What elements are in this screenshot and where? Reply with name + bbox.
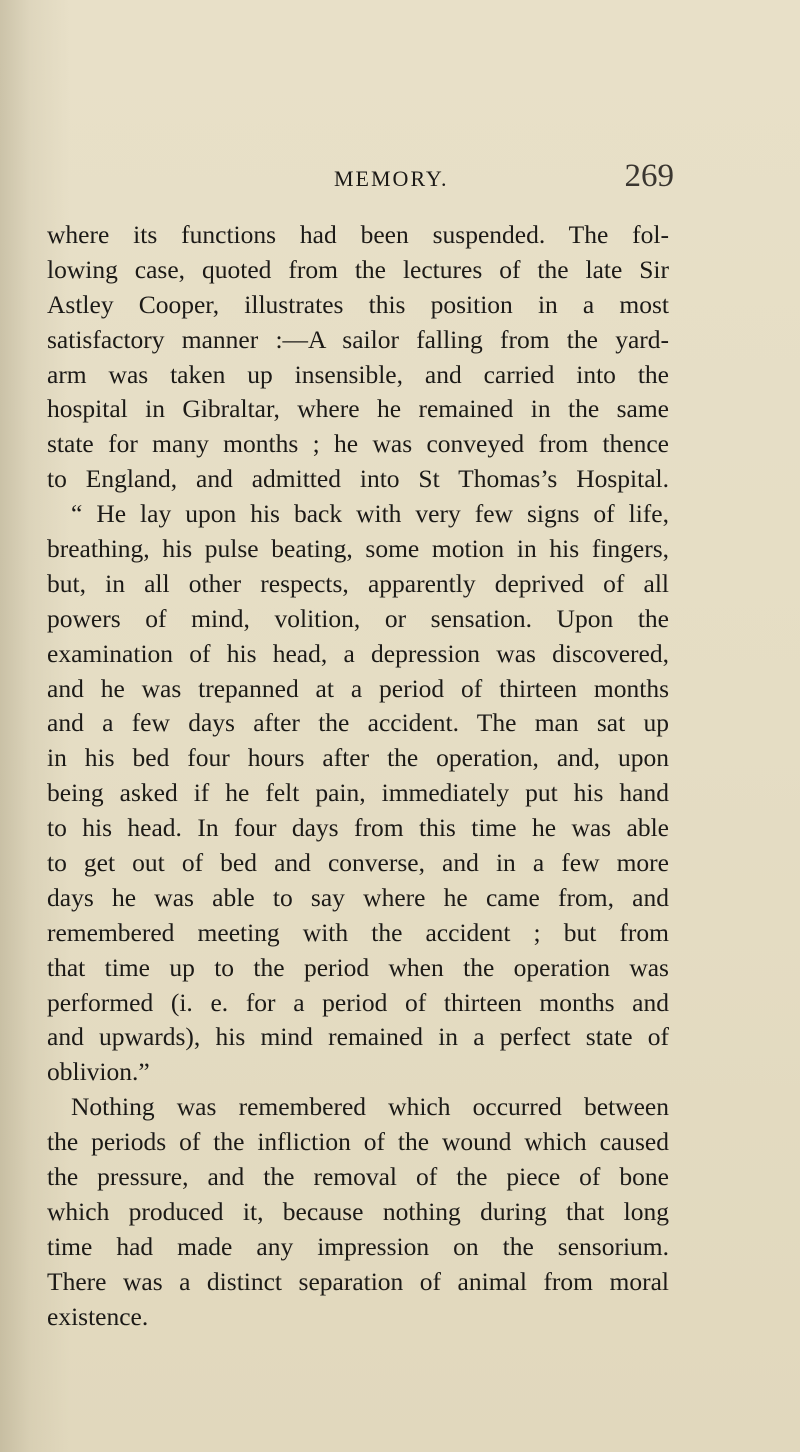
text-line: to his head. In four days from this time he was able (47, 813, 669, 843)
text-line: hospital in Gibraltar, where he remained in the same (47, 394, 669, 424)
text-line: oblivion.” (47, 1057, 150, 1087)
running-head-title: MEMORY. (334, 166, 449, 191)
text-line: that time up to the period when the operation was (47, 952, 669, 982)
text-line: in his bed four hours after the operation, and, upon (47, 743, 669, 773)
text-line: arm was taken up insensible, and carried into the (47, 359, 669, 389)
text-line: There was a distinct separation of animal from moral (47, 1266, 669, 1296)
text-line: “ He lay upon his back with very few signs of life, (71, 499, 669, 529)
text-line: Astley Cooper, illustrates this position in a most (47, 289, 669, 319)
text-line: to England, and admitted into St Thomas’s Hospital. (47, 464, 669, 494)
text-line: to get out of bed and converse, and in a few more (47, 848, 669, 878)
text-line: but, in all other respects, apparently deprived of all (47, 568, 669, 598)
text-line: breathing, his pulse beating, some motion in his fingers, (47, 534, 669, 564)
text-line: which produced it, because nothing during that long (47, 1196, 669, 1226)
text-line: time had made any impression on the sensorium. (47, 1231, 669, 1261)
text-line: the pressure, and the removal of the piece of bone (47, 1162, 669, 1192)
text-line: lowing case, quoted from the lectures of the late Sir (47, 254, 669, 284)
text-line: where its functions had been suspended. The fol- (47, 220, 669, 249)
text-line: days he was able to say where he came from, and (47, 882, 669, 912)
text-line: and a few days after the accident. The man sat up (47, 708, 669, 738)
text-line: performed (i. e. for a period of thirteen months and (47, 987, 669, 1017)
text-line: and he was trepanned at a period of thirteen months (47, 673, 669, 703)
text-line: being asked if he felt pain, immediately put his hand (47, 778, 669, 808)
text-line: satisfactory manner :—A sailor falling from the yard- (47, 324, 669, 354)
text-line: existence. (47, 1301, 149, 1331)
text-line: state for many months ; he was conveyed from thence (47, 429, 669, 459)
text-line: the periods of the infliction of the wound which caused (47, 1127, 669, 1157)
text-line: Nothing was remembered which occurred between (71, 1092, 669, 1122)
text-line: examination of his head, a depression was discovered, (47, 638, 669, 668)
text-line: powers of mind, volition, or sensation. Upon the (47, 603, 669, 633)
text-line: and upwards), his mind remained in a perfect state of (47, 1022, 669, 1052)
text-line: remembered meeting with the accident ; but from (47, 917, 669, 947)
running-head (334, 158, 674, 198)
body-text (47, 218, 669, 1335)
page-number: 269 (624, 158, 674, 194)
